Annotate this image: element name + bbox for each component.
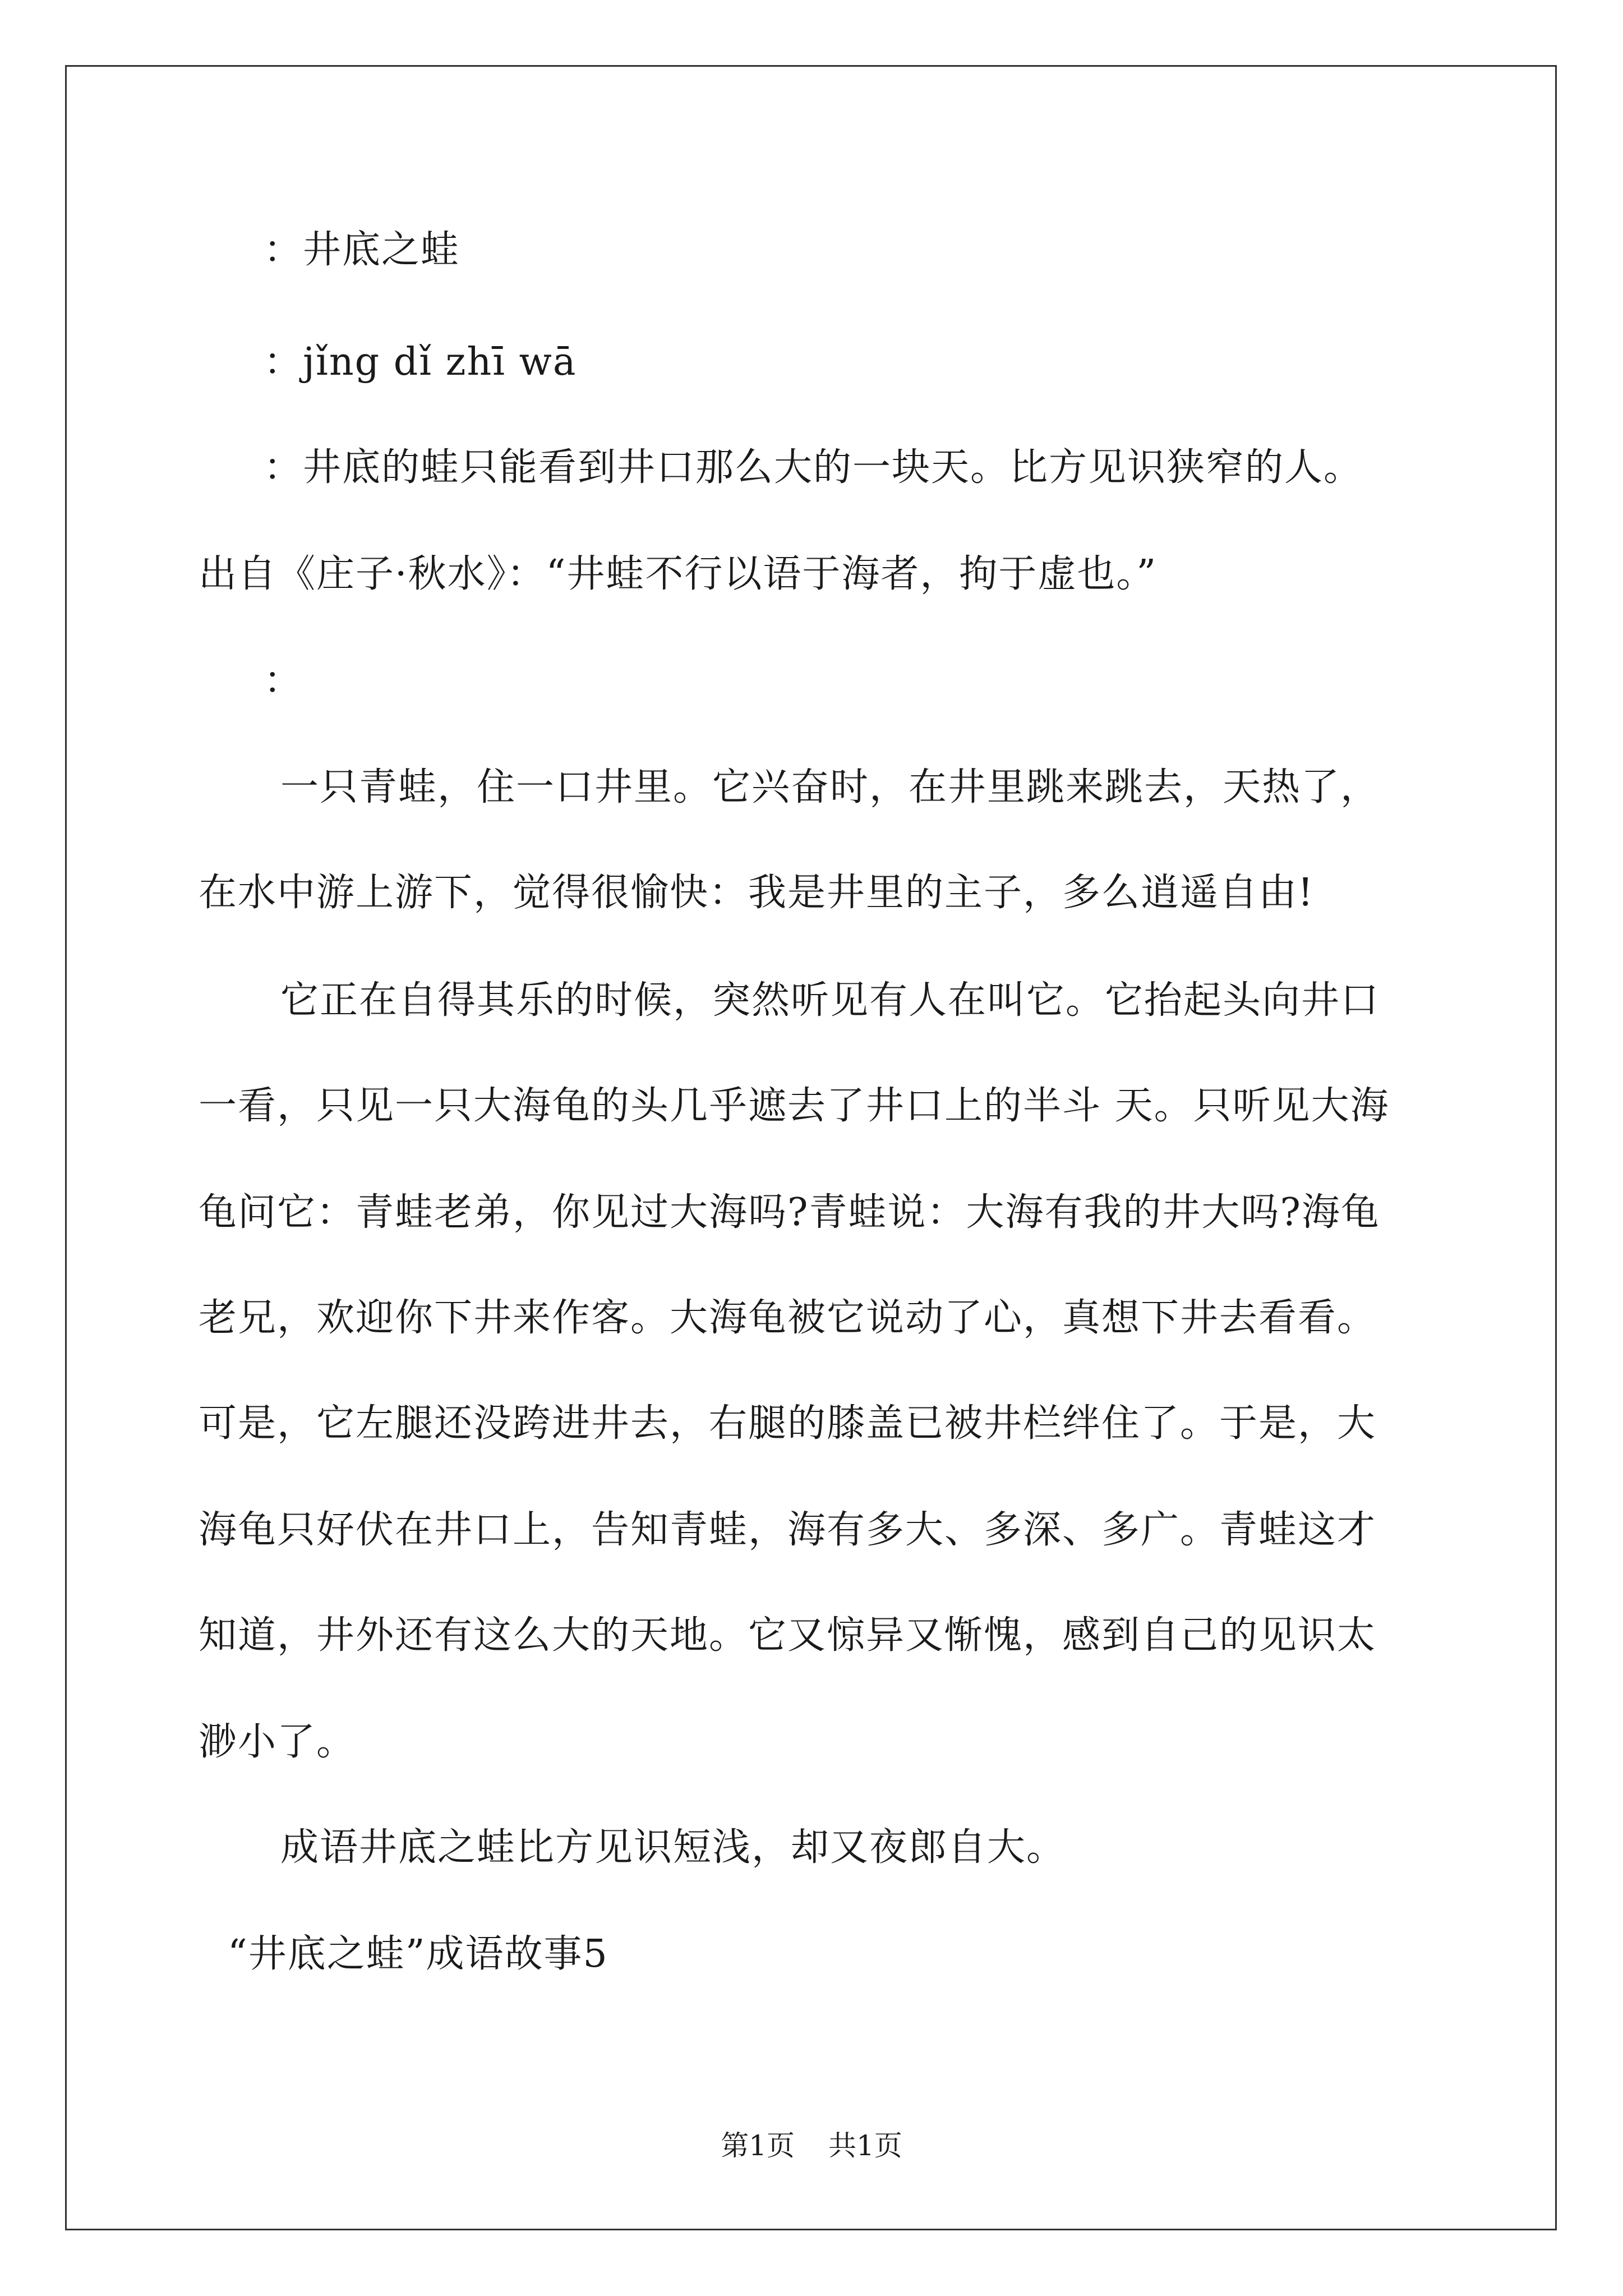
- story-paragraph-2-line-8: 渺小了。: [199, 1720, 356, 1764]
- source-line: 出自《庄子·秋水》：“井蛙不行以语于海者，拘于虚也。”: [199, 552, 1158, 596]
- idiom-line: ：井底之蛙: [264, 228, 460, 272]
- page-footer: [0, 2129, 1623, 2162]
- story-label-line: ：: [264, 659, 303, 703]
- story-paragraph-2-line-3: 龟问它：青蛙老弟，你见过大海吗?青蛙说：大海有我的井大吗?海龟: [199, 1190, 1380, 1235]
- page-number-current: 第1页: [721, 2129, 795, 2162]
- story-paragraph-2-line-2: 一看，只见一只大海龟的头几乎遮去了井口上的半斗 天。只听见大海: [199, 1084, 1390, 1128]
- story-paragraph-1-line-1: 一只青蛙，住一口井里。它兴奋时，在井里跳来跳去，天热了，: [280, 765, 1380, 809]
- story-paragraph-1-line-2: 在水中游上游下，觉得很愉快：我是井里的主子，多么逍遥自由!: [199, 871, 1315, 915]
- page-border: [65, 65, 1557, 2230]
- definition-line: ：井底的蛙只能看到井口那么大的一块天。比方见识狭窄的人。: [264, 445, 1363, 490]
- story-paragraph-2-line-7: 知道，井外还有这么大的天地。它又惊异又惭愧，感到自己的见识太: [199, 1613, 1377, 1658]
- summary-line: 成语井底之蛙比方见识短浅，却又夜郎自大。: [280, 1825, 1066, 1870]
- story-paragraph-2-line-4: 老兄，欢迎你下井来作客。大海龟被它说动了心，真想下井去看看。: [199, 1296, 1377, 1340]
- story-paragraph-2-line-5: 可是，它左腿还没跨进井去，右腿的膝盖已被井栏绊住了。于是，大: [199, 1401, 1377, 1446]
- pinyin-line: ：jǐng dǐ zhī wā: [264, 340, 577, 384]
- page-number-total: 共1页: [828, 2129, 902, 2162]
- story-paragraph-2-line-1: 它正在自得其乐的时候，突然听见有人在叫它。它抬起头向井口: [280, 978, 1380, 1023]
- story-paragraph-2-line-6: 海龟只好伏在井口上，告知青蛙，海有多大、多深、多广。青蛙这才: [199, 1508, 1377, 1552]
- next-section-heading: “井底之蛙”成语故事5: [228, 1932, 608, 1976]
